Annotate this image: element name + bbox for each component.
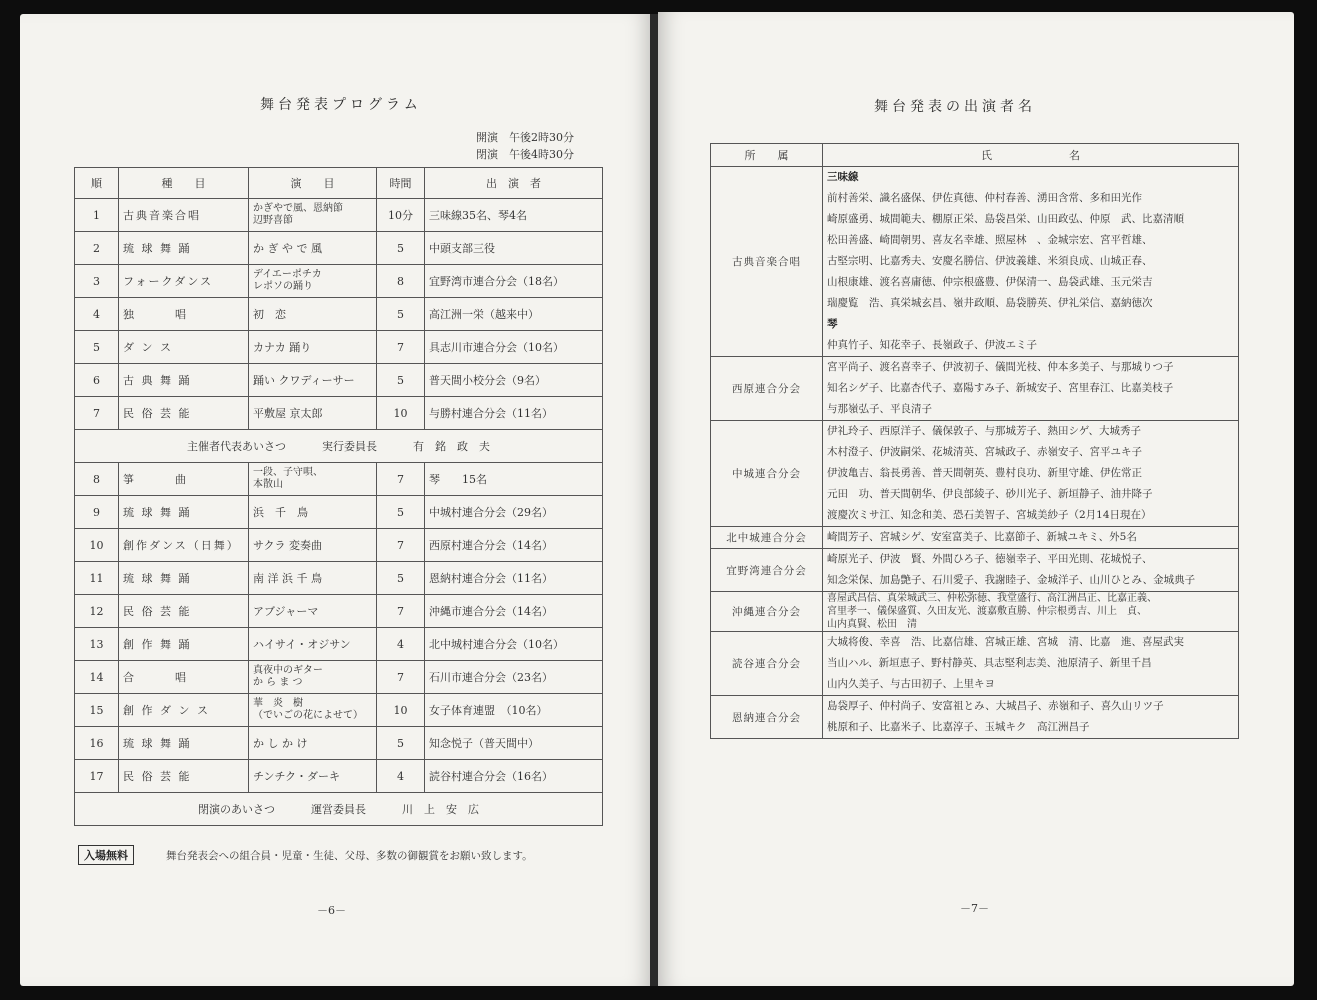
performers-row [711, 421, 1239, 527]
program-row [75, 760, 603, 793]
performers-names [823, 357, 1239, 421]
program-genre: 創 作 ダ ン ス [119, 694, 249, 727]
program-performer: 与勝村連合分会（11名） [425, 397, 603, 430]
left-page [20, 14, 652, 986]
performers-header-1: 氏 名 [823, 144, 1239, 167]
program-genre: 琉 球 舞 踊 [119, 496, 249, 529]
program-performer: 読谷村連合分会（16名） [425, 760, 603, 793]
program-time: 10分 [377, 199, 425, 232]
program-performer: 知念悦子（普天間中） [425, 727, 603, 760]
program-piece: サクラ 変奏曲 [249, 529, 377, 562]
performers-row [711, 357, 1239, 421]
performers-org: 北中城連合分会 [711, 527, 823, 549]
performers-org: 中城連合分会 [711, 421, 823, 527]
program-number: 14 [75, 661, 119, 694]
performers-name-line: 元田 功、普天間朝华、伊良部綾子、砂川光子、新垣静子、油井降子 [827, 488, 1153, 500]
performers-row [711, 549, 1239, 592]
close-time: 閉演 午後4時30分 [476, 148, 574, 161]
performers-table [710, 143, 1239, 739]
program-time: 5 [377, 562, 425, 595]
program-performer: 中頭支部三役 [425, 232, 603, 265]
program-time: 4 [377, 760, 425, 793]
performers-row [711, 632, 1239, 696]
performers-name-line: 知念栄保、加島艶子、石川愛子、我謝睦子、金城洋子、山川ひとみ、金城典子 [827, 574, 1196, 586]
program-time: 10 [377, 397, 425, 430]
performers-name-line: 知名シゲ子、比嘉杏代子、嘉陽すみ子、新城安子、宮里春江、比嘉美枝子 [827, 382, 1174, 394]
performers-names [823, 632, 1239, 696]
program-time: 8 [377, 265, 425, 298]
performers-name-line: 崎間芳子、宮城シゲ、安室富美子、比嘉節子、新城ユキミ、外5名 [827, 531, 1137, 543]
performers-row [711, 527, 1239, 549]
performers-header-0: 所 属 [711, 144, 823, 167]
performers-name-line: 与那嶺弘子、平良清子 [827, 403, 932, 415]
performers-names [823, 549, 1239, 592]
program-time: 5 [377, 496, 425, 529]
program-genre: 創 作 舞 踊 [119, 628, 249, 661]
program-row [75, 232, 603, 265]
performers-name-line: 崎原光子、伊波 賢、外間ひろ子、徳嶺幸子、平田光則、花城悦子、 [827, 553, 1153, 565]
performers-name-line: 島袋厚子、仲村尚子、安富祖とみ、大城昌子、赤嶺和子、喜久山リツ子 [827, 700, 1164, 712]
program-piece: 真夜中のギター か ら ま つ [249, 661, 377, 694]
performers-name-line: 古堅宗明、比嘉秀夫、安慶名勝信、伊波義雄、米須良成、山城正春、 [827, 255, 1153, 267]
performers-name-line: 松田善盛、崎間朝男、喜友名幸雄、照屋林 、金城宗宏、宮平哲雄、 [827, 234, 1153, 246]
closing-row-label: 閉演のあいさつ [198, 803, 275, 816]
program-number: 4 [75, 298, 119, 331]
page-number-right: －7－ [960, 902, 989, 915]
program-genre: 琉 球 舞 踊 [119, 232, 249, 265]
program-piece: 一段、子守唄、 本散山 [249, 463, 377, 496]
performers-names [823, 592, 1239, 632]
program-number: 3 [75, 265, 119, 298]
program-performer: 北中城村連合分会（10名） [425, 628, 603, 661]
performers-name-line: 宮里孝一、儀保盛質、久田友光、渡嘉敷直勝、仲宗根勇吉、川上 貞、 [827, 606, 1147, 617]
program-number: 16 [75, 727, 119, 760]
program-number: 7 [75, 397, 119, 430]
performers-name-line: 木村澄子、伊波嗣栄、花城清英、宮城政子、赤嶺安子、宮平ユキ子 [827, 446, 1142, 458]
program-piece: か し か け [249, 727, 377, 760]
greeting-row-label: 主催者代表あいさつ [187, 440, 286, 453]
program-header-1: 種 目 [119, 168, 249, 199]
performers-name-line: 三味線 [827, 171, 859, 183]
program-time: 5 [377, 232, 425, 265]
program-number: 2 [75, 232, 119, 265]
performers-name-line: 伊礼玲子、西原洋子、儀保敦子、与那城芳子、熱田シゲ、大城秀子 [827, 425, 1142, 437]
performers-name-line: 山内真賢、松田 清 [827, 619, 917, 630]
page-number-left: －6－ [317, 904, 346, 917]
performers-org: 西原連合分会 [711, 357, 823, 421]
program-row [75, 463, 603, 496]
program-piece: ハイサイ・オジサン [249, 628, 377, 661]
program-row [75, 595, 603, 628]
program-genre: 民 俗 芸 能 [119, 760, 249, 793]
program-genre: 独 唱 [119, 298, 249, 331]
program-performer: 具志川市連合分会（10名） [425, 331, 603, 364]
program-piece: 踊い クワディーサー [249, 364, 377, 397]
program-performer: 石川市連合分会（23名） [425, 661, 603, 694]
program-piece: カナカ 踊り [249, 331, 377, 364]
greeting-row-role: 実行委員長 [322, 440, 377, 453]
program-row [75, 496, 603, 529]
performers-name-line: 宮平尚子、渡名喜幸子、伊波初子、儀間光枝、仲本多美子、与那城りつ子 [827, 361, 1174, 373]
performers-names [823, 167, 1239, 357]
performers-org: 古典音楽合唱 [711, 167, 823, 357]
program-piece: 南 洋 浜 千 鳥 [249, 562, 377, 595]
performers-row [711, 696, 1239, 739]
program-number: 11 [75, 562, 119, 595]
program-time: 4 [377, 628, 425, 661]
program-row [75, 199, 603, 232]
performers-org: 宜野湾連合分会 [711, 549, 823, 592]
program-header-0: 順 [75, 168, 119, 199]
program-performer: 普天間小校分会（9名） [425, 364, 603, 397]
program-piece: チンチク・ダーキ [249, 760, 377, 793]
program-performer: 恩納村連合分会（11名） [425, 562, 603, 595]
program-header-2: 演 目 [249, 168, 377, 199]
performers-names [823, 527, 1239, 549]
program-genre: 合 唱 [119, 661, 249, 694]
program-row [75, 727, 603, 760]
performers-name-line: 桃原和子、比嘉米子、比嘉淳子、玉城キク 高江洲昌子 [827, 721, 1090, 733]
performers-org: 恩納連合分会 [711, 696, 823, 739]
program-performer: 沖縄市連合分会（14名） [425, 595, 603, 628]
program-time: 7 [377, 529, 425, 562]
performers-name-line: 前村善栄、識名盛保、伊佐真徳、仲村春善、湧田含常、多和田光作 [827, 192, 1142, 204]
program-genre: 琉 球 舞 踊 [119, 562, 249, 595]
performers-org: 読谷連合分会 [711, 632, 823, 696]
program-performer: 中城村連合分会（29名） [425, 496, 603, 529]
program-number: 9 [75, 496, 119, 529]
right-page [658, 12, 1294, 986]
program-row [75, 364, 603, 397]
program-piece: かぎやで風、恩納節 辺野喜節 [249, 199, 377, 232]
program-number: 10 [75, 529, 119, 562]
closing-row [75, 793, 603, 826]
performers-row [711, 592, 1239, 632]
program-number: 1 [75, 199, 119, 232]
program-genre: フォークダンス [119, 265, 249, 298]
performers-name-line: 当山ハル、新垣恵子、野村静英、具志堅利志美、池原清子、新里千昌 [827, 657, 1152, 669]
program-performer: 女子体育連盟 （10名） [425, 694, 603, 727]
performers-name-line: 山内久美子、与古田初子、上里キヨ [827, 678, 995, 690]
program-number: 5 [75, 331, 119, 364]
program-genre: 民 俗 芸 能 [119, 595, 249, 628]
closing-row-name: 川 上 安 広 [402, 803, 479, 816]
program-genre: ダ ン ス [119, 331, 249, 364]
program-number: 6 [75, 364, 119, 397]
program-number: 8 [75, 463, 119, 496]
program-piece: 浜 千 鳥 [249, 496, 377, 529]
program-time: 7 [377, 331, 425, 364]
program-genre: 民 俗 芸 能 [119, 397, 249, 430]
greeting-row [75, 430, 603, 463]
open-time: 開演 午後2時30分 [476, 131, 574, 144]
performers-name-line: 喜屋武昌信、真栄城武三、仲松弥徳、我堂盛行、高江洲昌正、比嘉正義、 [827, 593, 1157, 604]
program-performer: 宜野湾市連合分会（18名） [425, 265, 603, 298]
program-genre: 琉 球 舞 踊 [119, 727, 249, 760]
performers-name-line: 大城将俊、幸喜 浩、比嘉信雄、宮城正雄、宮城 清、比嘉 進、喜屋武実 [827, 636, 1184, 648]
program-time: 7 [377, 595, 425, 628]
program-row [75, 628, 603, 661]
program-performer: 西原村連合分会（14名） [425, 529, 603, 562]
performers-row [711, 167, 1239, 357]
program-header-3: 時間 [377, 168, 425, 199]
program-row [75, 265, 603, 298]
program-genre: 箏 曲 [119, 463, 249, 496]
performers-org: 沖縄連合分会 [711, 592, 823, 632]
program-genre: 古典音楽合唱 [119, 199, 249, 232]
program-title: 舞台発表プログラム [260, 97, 422, 113]
closing-row-cell [75, 793, 603, 826]
program-time: 5 [377, 364, 425, 397]
program-performer: 三味線35名、琴4名 [425, 199, 603, 232]
program-performer: 高江洲一栄（越来中） [425, 298, 603, 331]
program-piece: デイエーポチカ レポソの踊り [249, 265, 377, 298]
performers-names [823, 421, 1239, 527]
program-number: 13 [75, 628, 119, 661]
program-piece: 華 炎 樹 （でいごの花によせて） [249, 694, 377, 727]
closing-row-role: 運営委員長 [311, 803, 366, 816]
performers-name-line: 山根康雄、渡名喜庸徳、仲宗根盛豊、伊保清一、島袋武雄、玉元栄吉 [827, 276, 1153, 288]
program-row [75, 298, 603, 331]
performers-name-line: 琴 [827, 318, 838, 330]
program-row [75, 694, 603, 727]
program-row [75, 331, 603, 364]
free-admission-badge: 入場無料 [78, 845, 134, 865]
program-time: 7 [377, 661, 425, 694]
program-time: 7 [377, 463, 425, 496]
program-genre: 創作ダンス（日舞） [119, 529, 249, 562]
performers-names [823, 696, 1239, 739]
program-genre: 古 典 舞 踊 [119, 364, 249, 397]
program-table [74, 167, 603, 826]
performers-title: 舞台発表の出演者名 [874, 99, 1036, 115]
program-piece: アブジャーマ [249, 595, 377, 628]
performers-name-line: 渡慶次ミサ江、知念和美、恐石美智子、宮城美紗子（2月14日現在） [827, 509, 1152, 521]
program-time: 5 [377, 727, 425, 760]
performers-name-line: 仲真竹子、知花幸子、長嶺政子、伊波エミ子 [827, 339, 1037, 351]
program-row [75, 397, 603, 430]
invitation-text: 舞台発表会への組合員・児童・生徒、父母、多数の御観賞をお願い致します。 [166, 850, 533, 862]
program-piece: か ぎ や で 風 [249, 232, 377, 265]
program-number: 17 [75, 760, 119, 793]
program-time: 5 [377, 298, 425, 331]
program-row [75, 661, 603, 694]
greeting-row-cell [75, 430, 603, 463]
program-row [75, 562, 603, 595]
performers-name-line: 瑞慶覧 浩、真栄城玄昌、嶺井政順、島袋勝英、伊礼栄信、嘉納徳次 [827, 297, 1153, 309]
program-time: 10 [377, 694, 425, 727]
program-row [75, 529, 603, 562]
program-number: 12 [75, 595, 119, 628]
program-piece: 平敷屋 京太郎 [249, 397, 377, 430]
performers-name-line: 崎原盛勇、城間範夫、棚原正栄、島袋昌栄、山田政弘、仲原 武、比嘉清順 [827, 213, 1184, 225]
program-number: 15 [75, 694, 119, 727]
program-header-4: 出 演 者 [425, 168, 603, 199]
greeting-row-name: 有 銘 政 夫 [413, 440, 490, 453]
performers-name-line: 伊波亀吉、翁長勇善、普天間朝英、豊村良功、新里守雄、伊佐常正 [827, 467, 1142, 479]
program-piece: 初 恋 [249, 298, 377, 331]
performance-times [476, 129, 574, 163]
program-performer: 琴 15名 [425, 463, 603, 496]
